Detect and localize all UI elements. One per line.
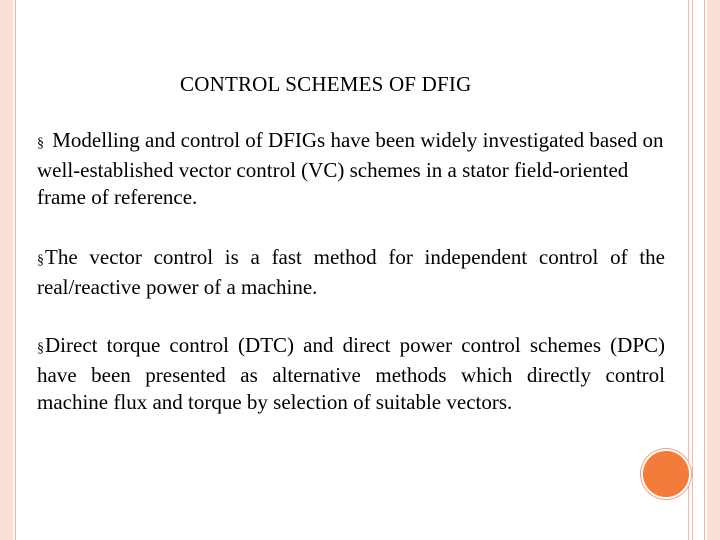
bullet-marker-icon: §: [37, 253, 44, 268]
left-border-band: [0, 0, 13, 540]
right-border-line: [688, 0, 689, 540]
bullet-text: The vector control is a fast method for independent control of the real/reactive power of a machine.: [37, 245, 665, 299]
right-border-line: [704, 0, 705, 540]
slide-title: CONTROL SCHEMES OF DFIG: [180, 72, 472, 96]
bullet-item: [37, 127, 665, 211]
right-border-line: [692, 0, 693, 540]
bullet-marker-icon: §: [37, 341, 44, 356]
bullet-text: Direct torque control (DTC) and direct power control schemes (DPC) have been presented as alternative methods which directly control machine flux and torque by selection of suitable vectors.: [37, 333, 665, 414]
bullet-item: [37, 332, 665, 416]
bullet-marker-icon: §: [37, 136, 44, 151]
right-border-band: [707, 0, 720, 540]
bullet-item: [37, 244, 665, 301]
bullet-text: Modelling and control of DFIGs have been widely investigated based on well-established vector control (VC) schemes in a stator field-oriented frame of reference.: [37, 128, 664, 209]
left-border-line: [15, 0, 16, 540]
decorative-circle-icon: [641, 449, 691, 499]
